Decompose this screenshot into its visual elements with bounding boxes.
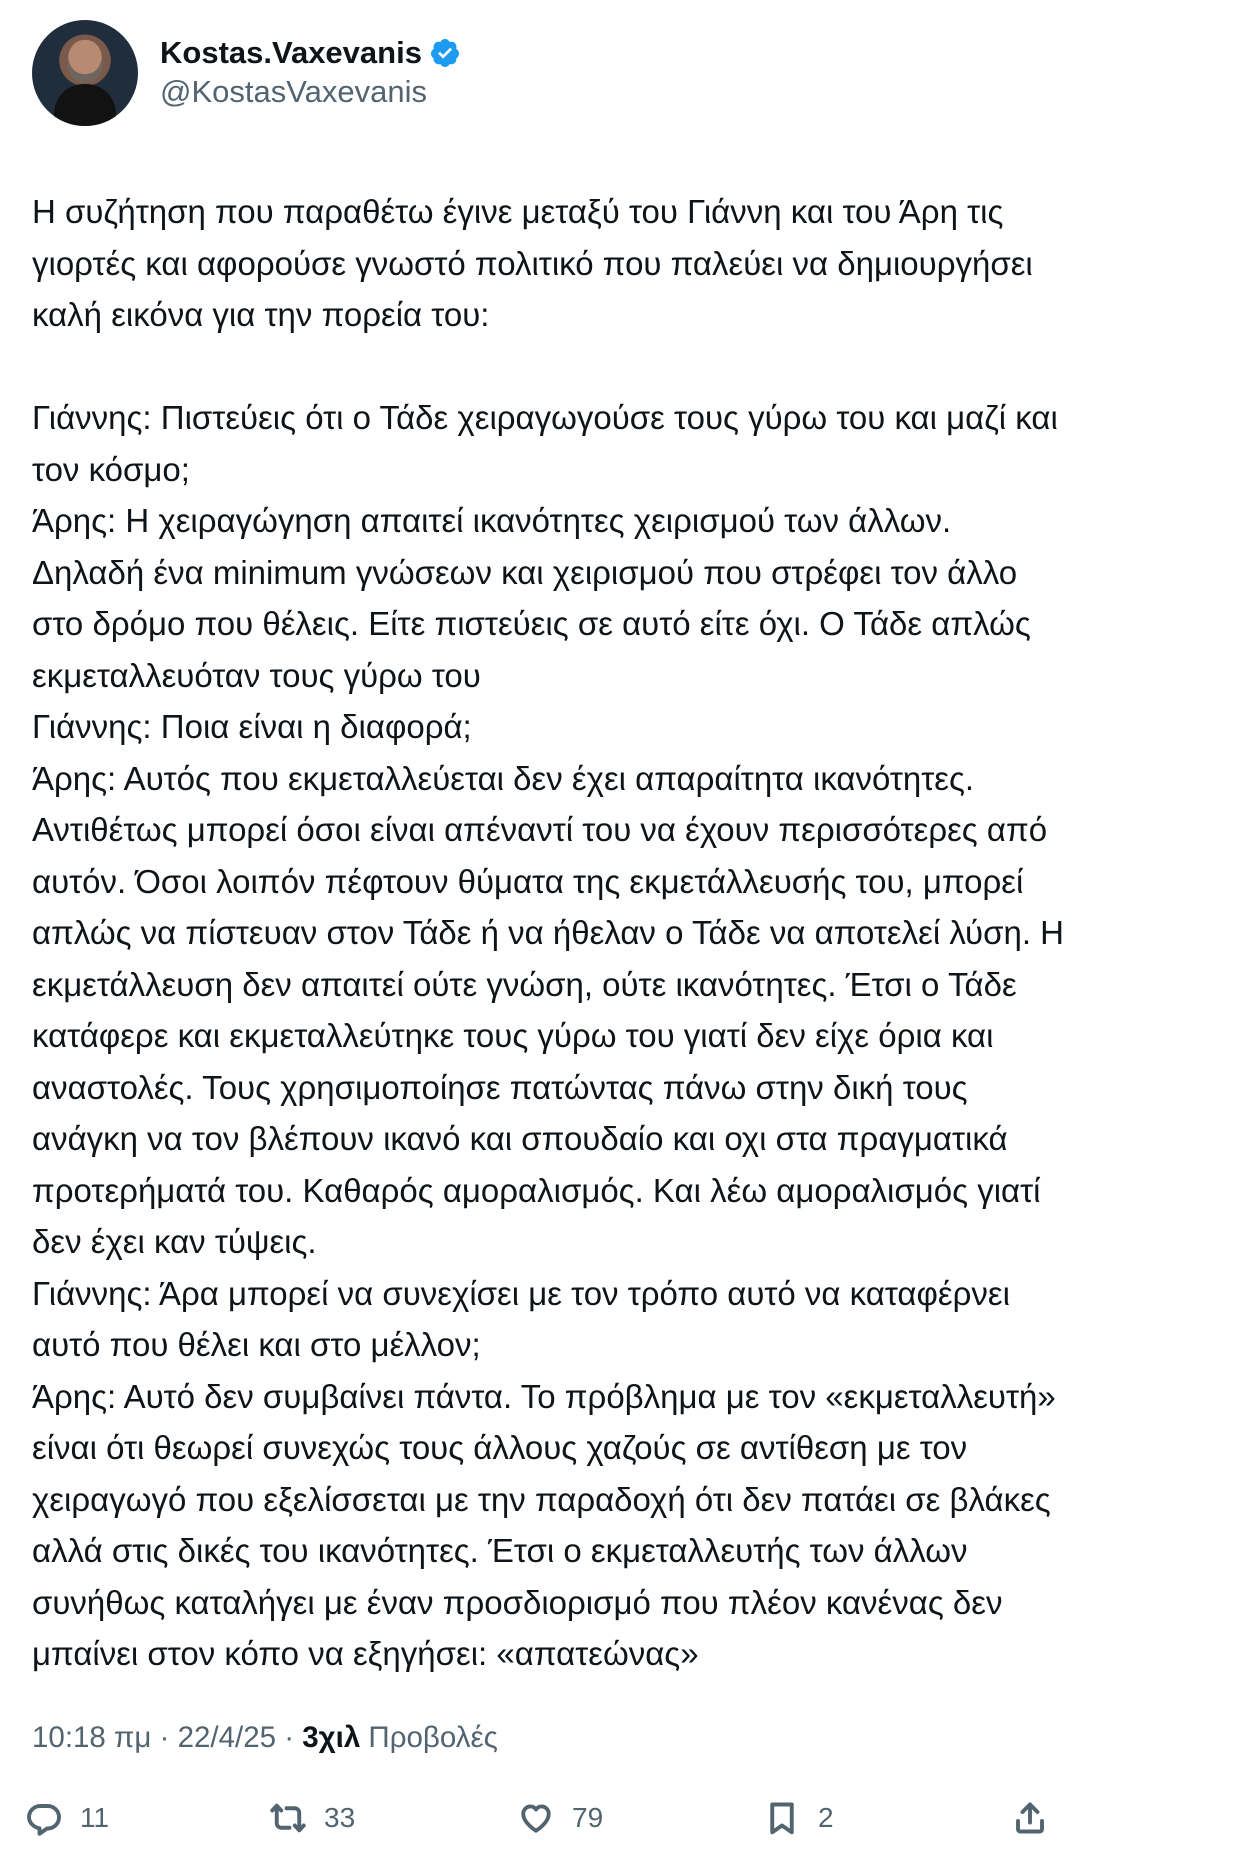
reply-button[interactable]	[26, 1788, 109, 1848]
share-icon	[1012, 1800, 1048, 1836]
like-icon	[518, 1800, 554, 1836]
name-row	[160, 34, 461, 72]
repost-count: 33	[324, 1802, 356, 1833]
views-count: 3χιλ	[302, 1721, 361, 1754]
repost-button[interactable]	[270, 1788, 355, 1848]
views-label: Προβολές	[360, 1721, 498, 1754]
verified-badge-icon	[429, 37, 461, 69]
bookmark-icon	[764, 1800, 800, 1836]
avatar[interactable]	[32, 20, 138, 126]
handle[interactable]: @KostasVaxevanis	[160, 74, 427, 109]
like-button[interactable]	[518, 1788, 603, 1848]
action-bar	[0, 1788, 1256, 1848]
bookmark-button[interactable]	[764, 1788, 834, 1848]
tweet-meta	[32, 1718, 498, 1758]
tweet-text: Η συζήτηση που παραθέτω έγινε μεταξύ του Γιάννη και του Άρη τις γιορτές και αφορούσε γνωστό πολιτικό που παλεύει να δημιουργήσει καλή εικόνα για την πορεία του: Γιάννης: Πιστεύεις ότι ο Τάδε χειραγωγούσε τους γύρω του και μαζί και τον κόσμο; Άρης: Η χειραγώγηση απαιτεί ικανότητες χειρισμού των άλλων. Δηλαδή ένα minimum γνώσεων και χειρισμού που στρέφει τον άλλο στο δρόμο που θέλεις. Είτε πιστεύεις σε αυτό είτε όχι. Ο Τάδε απλώς εκμεταλλευόταν τους γύρω του Γιάννης: Ποια είναι η διαφορά; Άρης: Αυτός που εκμεταλλεύεται δεν έχει απαραίτητα ικανότητες. Αντιθέτως μπορεί όσοι είναι απέναντί του να έχουν περισσότερες από αυτόν. Όσοι λοιπόν πέφτουν θύματα της εκμετάλλευσής του, μπορεί απλώς να πίστευαν στον Τάδε ή να ήθελαν ο Τάδε να αποτελεί λύση. Η εκμετάλλευση δεν απαιτεί ούτε γνώση, ούτε ικανότητες. Έτσι ο Τάδε κατάφερε και εκμεταλλεύτηκε τους γύρω του γιατί δεν είχε όρια και αναστολές. Τους χρησιμοποίησε πατώντας πάνω στην δική τους ανάγκη να τον βλέπουν ικανό και σπουδαίο και οχι στα πραγματικά προτερήματά του. Καθαρός αμοραλισμός. Και λέω αμοραλισμός γιατί δεν έχει καν τύψεις. Γιάννης: Άρα μπορεί να συνεχίσει με τον τρόπο αυτό να καταφέρνει αυτό που θέλει και στο μέλλον; Άρης: Αυτό δεν συμβαίνει πάντα. Το πρόβλημα με τον «εκμεταλλευτή» είναι ότι θεωρεί συνεχώς τους άλλους χαζούς σε αντίθεση με τον χειραγωγό που εξελίσσεται με την παραδοχή ότι δεν πατάει σε βλάκες αλλά στις δικές του ικανότητες. Έτσι ο εκμεταλλευτής των άλλων συνήθως καταλήγει με έναν προσδιορισμό που πλέον κανένας δεν μπαίνει στον κόπο να εξηγήσει: «απατεώνας»	[32, 193, 1064, 1672]
repost-icon	[270, 1800, 306, 1836]
display-name[interactable]: Kostas.Vaxevanis	[160, 35, 422, 70]
tweet-header	[32, 20, 461, 126]
bookmark-count: 2	[818, 1802, 834, 1833]
like-count: 79	[572, 1802, 604, 1833]
reply-icon	[26, 1800, 62, 1836]
timestamp[interactable]: 10:18 πμ · 22/4/25 ·	[32, 1721, 303, 1754]
reply-count: 11	[80, 1802, 110, 1833]
share-button[interactable]	[1012, 1788, 1048, 1848]
user-block	[160, 34, 461, 112]
